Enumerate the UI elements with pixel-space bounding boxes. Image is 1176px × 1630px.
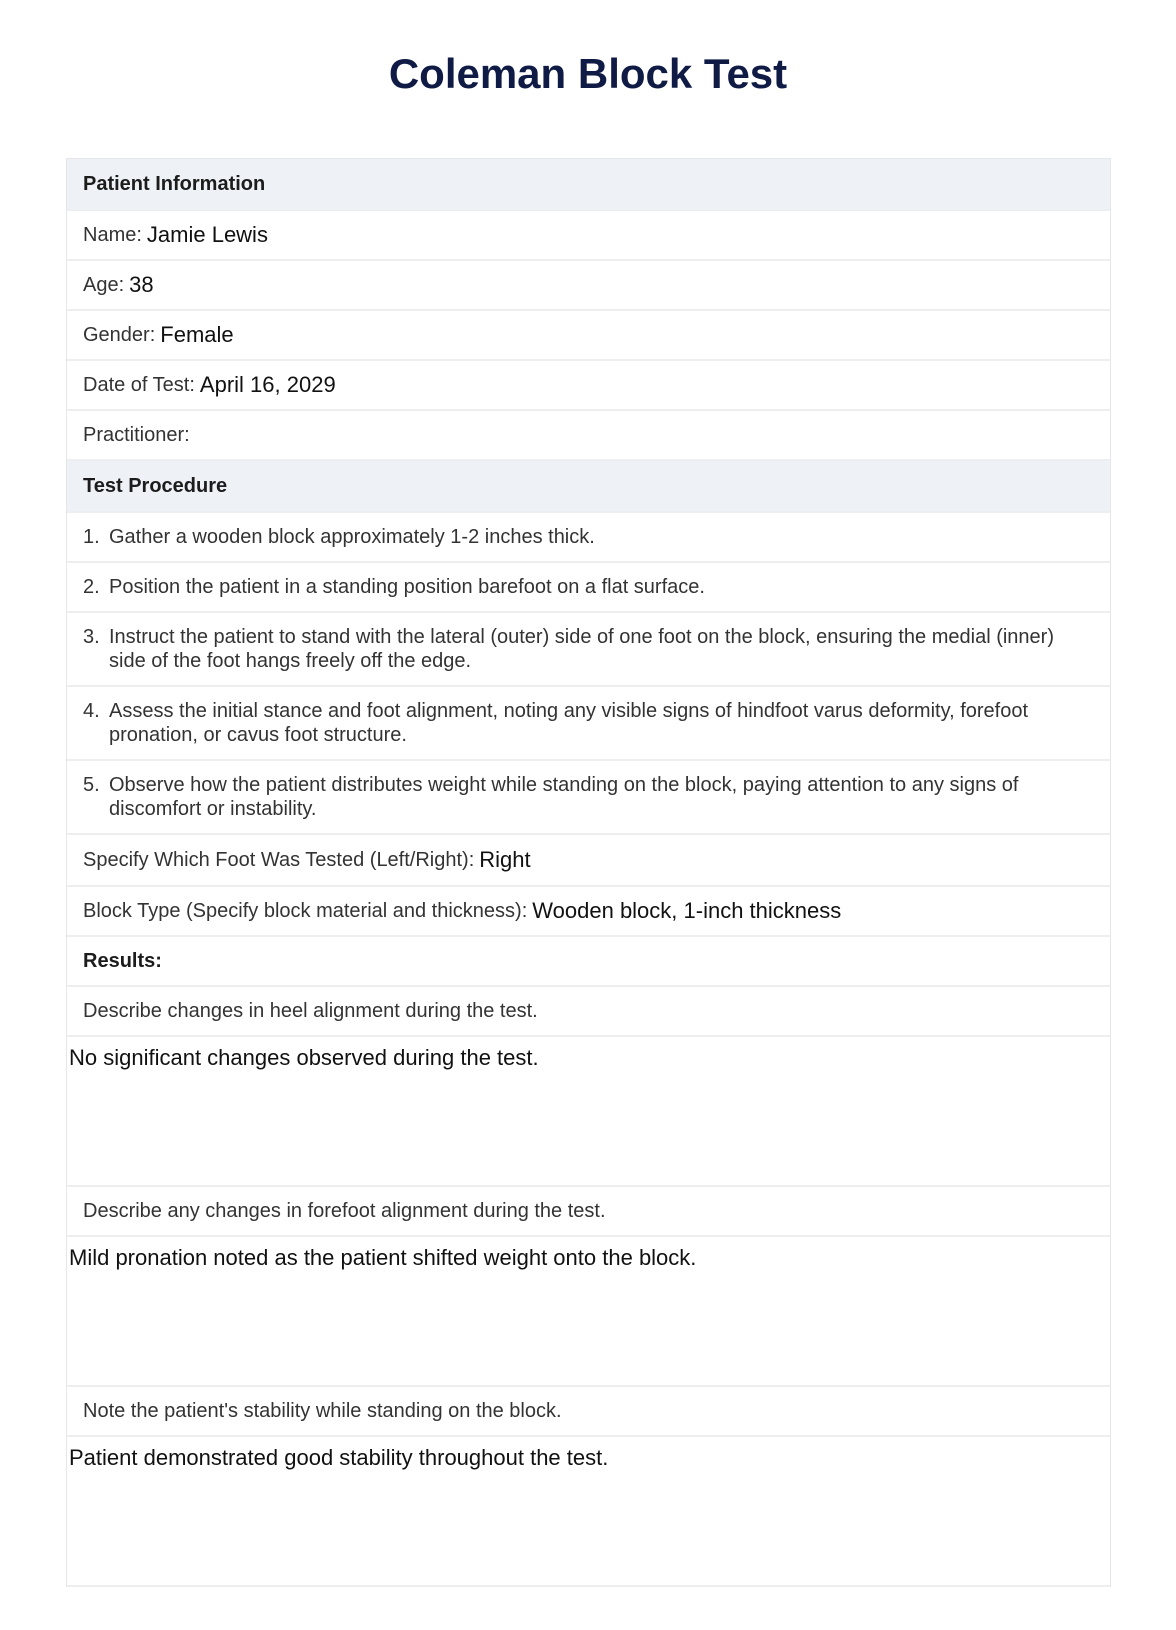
field-value[interactable]: Wooden block, 1-inch thickness [532, 898, 842, 923]
field-date-of-test [67, 361, 1110, 411]
results-prompt: Note the patient's stability while standing on the block. [67, 1387, 1110, 1437]
results-prompt: Describe any changes in forefoot alignment during the test. [67, 1187, 1110, 1237]
field-label: Age: [83, 273, 125, 296]
field-gender [67, 311, 1110, 361]
field-label: Gender: [83, 323, 156, 346]
step-number: 5. [83, 774, 100, 796]
field-value[interactable]: April 16, 2029 [199, 372, 336, 397]
step-number: 4. [83, 700, 100, 722]
step-text: Position the patient in a standing position barefoot on a flat surface. [109, 576, 705, 598]
section-header-patient-information: Patient Information [67, 159, 1110, 211]
results-answer[interactable]: No significant changes observed during the test. [67, 1037, 1110, 1187]
field-value[interactable]: Jamie Lewis [146, 222, 268, 247]
field-label: Block Type (Specify block material and thickness): [83, 899, 528, 922]
section-header-test-procedure: Test Procedure [67, 461, 1110, 513]
field-label: Name: [83, 223, 142, 246]
field-value[interactable]: Female [160, 322, 234, 347]
field-foot-tested [67, 835, 1110, 887]
field-value[interactable]: Right [479, 847, 531, 872]
step-number: 1. [83, 526, 100, 548]
field-label: Date of Test: [83, 373, 195, 396]
step-number: 3. [83, 626, 100, 648]
section-header-results: Results: [67, 937, 1110, 987]
results-answer[interactable]: Mild pronation noted as the patient shifted weight onto the block. [67, 1237, 1110, 1387]
procedure-step [67, 563, 1110, 613]
step-number: 2. [83, 576, 100, 598]
step-text: Observe how the patient distributes weight while standing on the block, paying attention to any signs of discomfort or instability. [109, 774, 1019, 820]
procedure-step [67, 761, 1110, 835]
field-name [67, 211, 1110, 261]
field-label: Practitioner: [83, 423, 190, 446]
form-table [66, 158, 1111, 1587]
procedure-step [67, 687, 1110, 761]
field-age [67, 261, 1110, 311]
field-label: Specify Which Foot Was Tested (Left/Right): [83, 848, 475, 871]
results-prompt: Describe changes in heel alignment during the test. [67, 987, 1110, 1037]
step-text: Assess the initial stance and foot alignment, noting any visible signs of hindfoot varus deformity, forefoot pronation, or cavus foot structure. [109, 700, 1029, 746]
field-block-type [67, 887, 1110, 937]
procedure-step [67, 513, 1110, 563]
results-answer[interactable]: Patient demonstrated good stability throughout the test. [67, 1437, 1110, 1587]
step-text: Gather a wooden block approximately 1-2 inches thick. [109, 526, 595, 548]
page-title: Coleman Block Test [388, 50, 788, 97]
field-practitioner [67, 411, 1110, 461]
step-text: Instruct the patient to stand with the lateral (outer) side of one foot on the block, ensuring the medial (inner) side of the foot hangs freely off the edge. [109, 626, 1054, 672]
procedure-step [67, 613, 1110, 687]
field-value[interactable]: 38 [129, 272, 154, 297]
